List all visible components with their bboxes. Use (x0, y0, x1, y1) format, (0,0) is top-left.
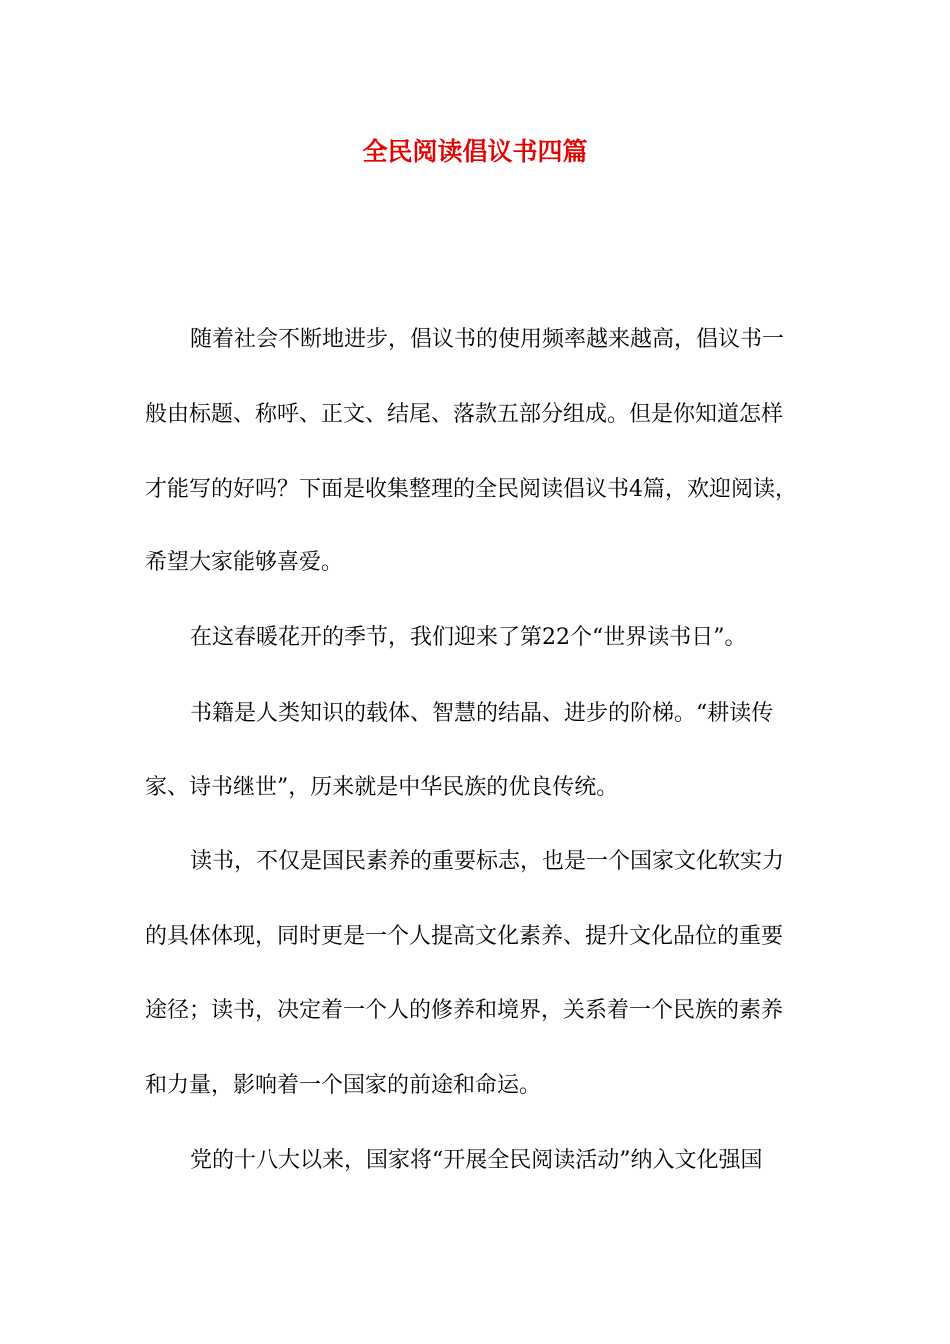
paragraph-line: 随着社会不断地进步，倡议书的使用频率越来越高，倡议书一 (190, 327, 785, 352)
paragraph-line: 希望大家能够喜爱。 (145, 550, 344, 575)
paragraph-line: 途径；读书，决定着一个人的修养和境界，关系着一个民族的素养 (145, 998, 784, 1023)
paragraph-line: 才能写的好吗？下面是收集整理的全民阅读倡议书4篇，欢迎阅读， (145, 477, 797, 502)
document-title: 全民阅读倡议书四篇 (362, 137, 588, 166)
paragraph-line: 家、诗书继世”，历来就是中华民族的优良传统。 (145, 775, 619, 800)
paragraph-line: 的具体体现，同时更是一个人提高文化素养、提升文化品位的重要 (145, 924, 784, 949)
paragraph-line: 党的十八大以来，国家将“开展全民阅读活动”纳入文化强国 (190, 1148, 763, 1173)
paragraph-line: 和力量，影响着一个国家的前途和命运。 (145, 1073, 542, 1098)
paragraph-line: 般由标题、称呼、正文、结尾、落款五部分组成。但是你知道怎样 (145, 402, 784, 427)
paragraph-line: 书籍是人类知识的载体、智慧的结晶、进步的阶梯。“耕读传 (190, 701, 774, 726)
paragraph-line: 在这春暖花开的季节，我们迎来了第22个“世界读书日”。 (190, 625, 747, 650)
paragraph-line: 读书，不仅是国民素养的重要标志，也是一个国家文化软实力 (190, 849, 785, 874)
